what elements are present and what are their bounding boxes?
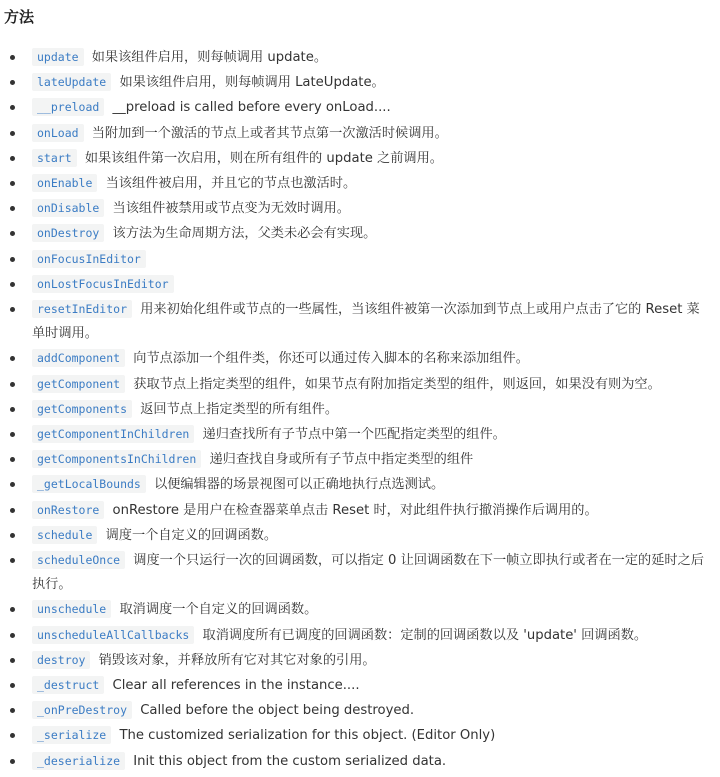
bullet-icon — [10, 658, 15, 663]
method-item — [32, 372, 710, 397]
method-description: 如果该组件启用，则每帧调用 LateUpdate。 — [119, 75, 385, 91]
method-description: onRestore 是用户在检查器菜单点击 Reset 时，对此组件执行撤消操作后调用的。 — [112, 502, 598, 518]
method-name: onRestore — [32, 501, 104, 519]
method-description: 用来初始化组件或节点的一些属性，当该组件被第一次添加到节点上或用户点击了它的 Reset 菜单时调用。 — [32, 302, 700, 342]
method-item — [32, 648, 710, 673]
bullet-icon — [10, 407, 15, 412]
method-item — [32, 447, 710, 472]
method-name: unschedule — [32, 600, 111, 618]
method-item — [32, 121, 710, 146]
method-item — [32, 146, 710, 171]
bullet-icon — [10, 708, 15, 713]
method-item — [32, 247, 710, 272]
method-item — [32, 673, 710, 698]
method-name: _serialize — [32, 726, 111, 744]
method-description: 向节点添加一个组件类，你还可以通过传入脚本的名称来添加组件。 — [133, 351, 529, 367]
method-description: 调度一个自定义的回调函数。 — [105, 527, 278, 543]
bullet-icon — [10, 80, 15, 85]
method-description: 该方法为生命周期方法，父类未必会有实现。 — [112, 226, 377, 242]
bullet-icon — [10, 356, 15, 361]
bullet-icon — [10, 206, 15, 211]
method-name: onLostFocusInEditor — [32, 275, 174, 293]
bullet-icon — [10, 558, 15, 563]
method-description: 递归查找所有子节点中第一个匹配指定类型的组件。 — [202, 427, 506, 443]
method-name: lateUpdate — [32, 73, 111, 91]
method-name: onLoad — [32, 124, 84, 142]
method-item — [32, 346, 710, 371]
method-description: 返回节点上指定类型的所有组件。 — [140, 401, 339, 417]
bullet-icon — [10, 533, 15, 538]
method-name: _getLocalBounds — [32, 475, 146, 493]
method-description: Init this object from the custom serialized data. — [133, 753, 447, 769]
method-description: __preload is called before every onLoad.... — [112, 100, 391, 116]
method-item — [32, 472, 710, 497]
bullet-icon — [10, 382, 15, 387]
method-name: _onPreDestroy — [32, 701, 132, 719]
bullet-icon — [10, 759, 15, 764]
method-description: 取消调度所有已调度的回调函数：定制的回调函数以及 'update' 回调函数。 — [202, 627, 648, 643]
method-description: 销毁该对象，并释放所有它对其它对象的引用。 — [98, 652, 376, 668]
bullet-icon — [10, 633, 15, 638]
method-item — [32, 749, 710, 774]
method-item — [32, 70, 710, 95]
method-item — [32, 297, 710, 346]
method-name: start — [32, 149, 77, 167]
bullet-icon — [10, 257, 15, 262]
method-item — [32, 196, 710, 221]
method-name: update — [32, 48, 84, 66]
bullet-icon — [10, 432, 15, 437]
method-item — [32, 397, 710, 422]
method-description: 如果该组件启用，则每帧调用 update。 — [91, 50, 328, 65]
method-description: 当该组件被禁用或节点变为无效时调用。 — [112, 201, 350, 217]
method-list — [4, 45, 710, 774]
method-item — [32, 45, 710, 70]
method-name: getComponents — [32, 400, 132, 418]
method-name: destroy — [32, 651, 90, 669]
method-name: getComponent — [32, 375, 125, 393]
method-name: onDisable — [32, 199, 104, 217]
method-description: 当该组件被启用，并且它的节点也激活时。 — [105, 176, 357, 192]
method-name: _destruct — [32, 676, 104, 694]
method-name: onFocusInEditor — [32, 250, 146, 268]
bullet-icon — [10, 131, 15, 136]
method-description: Called before the object being destroyed. — [140, 703, 415, 719]
method-description: 当附加到一个激活的节点上或者其节点第一次激活时候调用。 — [91, 125, 448, 141]
section-title: 方法 — [4, 8, 35, 26]
bullet-icon — [10, 282, 15, 287]
method-name: addComponent — [32, 349, 125, 367]
method-item — [32, 548, 710, 597]
method-name: scheduleOnce — [32, 551, 125, 569]
method-item — [32, 171, 710, 196]
method-description: 递归查找自身或所有子节点中指定类型的组件 — [209, 452, 474, 468]
bullet-icon — [10, 457, 15, 462]
method-item — [32, 272, 710, 297]
method-name: unscheduleAllCallbacks — [32, 626, 194, 644]
method-description: 如果该组件第一次启用，则在所有组件的 update 之前调用。 — [84, 150, 443, 166]
method-description: Clear all references in the instance.... — [112, 678, 360, 694]
bullet-icon — [10, 181, 15, 186]
method-item — [32, 95, 710, 120]
bullet-icon — [10, 156, 15, 161]
method-description: 获取节点上指定类型的组件，如果节点有附加指定类型的组件，则返回，如果没有则为空。 — [133, 376, 661, 392]
method-name: getComponentsInChildren — [32, 450, 201, 468]
method-name: _deserialize — [32, 752, 125, 770]
method-description: The customized serialization for this object. (Editor Only) — [119, 728, 496, 744]
method-name: schedule — [32, 526, 97, 544]
method-item — [32, 422, 710, 447]
method-item — [32, 723, 710, 748]
method-description: 以便编辑器的场景视图可以正确地执行点选测试。 — [154, 477, 445, 493]
method-item — [32, 698, 710, 723]
bullet-icon — [10, 231, 15, 236]
method-item — [32, 597, 710, 622]
bullet-icon — [10, 683, 15, 688]
method-description: 调度一个只运行一次的回调函数，可以指定 0 让回调函数在下一帧立即执行或者在一定的延时之后执行。 — [32, 553, 704, 593]
method-name: getComponentInChildren — [32, 425, 194, 443]
bullet-icon — [10, 55, 15, 60]
bullet-icon — [10, 105, 15, 110]
method-item — [32, 523, 710, 548]
method-name: resetInEditor — [32, 300, 132, 318]
method-item — [32, 221, 710, 246]
method-item — [32, 623, 710, 648]
method-name: onEnable — [32, 174, 97, 192]
bullet-icon — [10, 482, 15, 487]
method-name: __preload — [32, 98, 104, 116]
method-item — [32, 498, 710, 523]
method-name: onDestroy — [32, 224, 104, 242]
bullet-icon — [10, 607, 15, 612]
bullet-icon — [10, 733, 15, 738]
bullet-icon — [10, 508, 15, 513]
bullet-icon — [10, 307, 15, 312]
method-description: 取消调度一个自定义的回调函数。 — [119, 602, 318, 618]
